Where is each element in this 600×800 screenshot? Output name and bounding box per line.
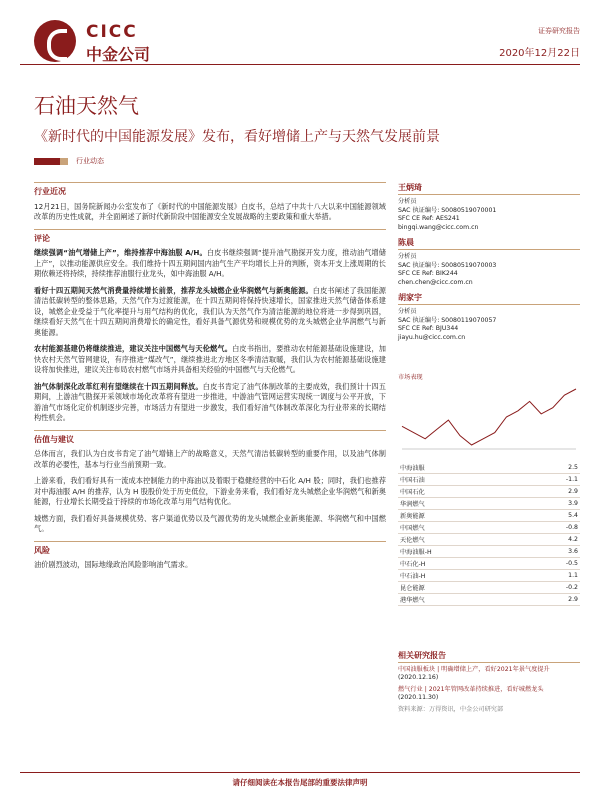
- analyst-line: SFC CE Ref: AES241: [398, 215, 460, 223]
- paragraph-lead: 继续强调“油气增储上产”，维持推荐中海油服 A/H。: [34, 248, 207, 257]
- paragraph: [34, 344, 386, 376]
- brand-en: CICC: [86, 22, 138, 42]
- paragraph: [34, 248, 386, 280]
- related-date: (2020.11.30): [398, 694, 439, 702]
- related-title[interactable]: 燃气行业 | 2021年管网改革持续推进，看好城燃龙头: [398, 685, 544, 693]
- section-heading: 风险: [34, 541, 386, 557]
- report-type: 证券研究报告: [538, 27, 580, 35]
- analyst-role: 分析员: [398, 252, 417, 260]
- related-item[interactable]: [398, 686, 580, 703]
- stock-name: 中国石化: [398, 486, 523, 498]
- table-row: [398, 534, 580, 546]
- stock-name: 华润燃气: [398, 498, 523, 510]
- table-row: [398, 474, 580, 486]
- paragraph-text: 白皮书指出，要推动农村能源基础设施建设，加快农村天然气管网建设，有序推进“煤改气”，继续推进北方地区冬季清洁取暖，我们认为农村能源基础设施建设将加快推进，建议关注布局农村燃气市场并具备相关经验的中国燃气与天伦燃气。: [34, 344, 386, 374]
- source-note: 资料来源：万得资讯，中金公司研究部: [398, 705, 504, 713]
- related-title[interactable]: 中国油服板块 | 明确增储上产，看好2021年景气度提升: [398, 665, 550, 673]
- paragraph: 总体而言，我们认为白皮书肯定了油气增储上产的战略意义，天然气清洁低碳转型的重要作用，以及油气体制改革的必要性，基本与行业当前预期一致。: [34, 449, 386, 469]
- stock-name: 中石化-H: [398, 558, 523, 570]
- stock-name: 中海油服-H: [398, 546, 523, 558]
- analyst-line: SAC 执证编号: S0080519070001: [398, 206, 497, 214]
- section-heading: 行业近况: [34, 182, 386, 198]
- report-title: 《新时代的中国能源发展》发布，看好增储上产与天然气发展前景: [34, 129, 440, 145]
- analyst-email[interactable]: jiayu.hu@cicc.com.cn: [398, 334, 466, 342]
- paragraph-lead: 看好十四五期间天然气消费量持续增长前景，推荐龙头城燃企业华润燃气与新奥能源。: [34, 285, 313, 295]
- stock-change: -0.2: [523, 582, 580, 594]
- analyst-line: SFC CE Ref: BIK244: [398, 270, 458, 278]
- stock-name: 中石油-H: [398, 570, 523, 582]
- table-row: [398, 570, 580, 582]
- analyst-block: [398, 308, 580, 343]
- paragraph: 城燃方面，我们看好具备规模优势、客户渠道优势以及气源优势的龙头城燃企业新奥能源、华润燃气和中国燃气。: [34, 513, 386, 533]
- stock-name: 中国石油: [398, 474, 523, 486]
- stock-name: 中海油服: [398, 462, 523, 474]
- table-row: [398, 522, 580, 534]
- main-body: [34, 178, 386, 577]
- stock-change: 2.9: [523, 486, 580, 498]
- tag-bar: [34, 158, 60, 165]
- report-date: 2020年12月22日: [499, 48, 580, 59]
- stock-name: 昆仑能源: [398, 582, 523, 594]
- table-row: [398, 546, 580, 558]
- stock-change: 2.9: [523, 594, 580, 606]
- brand-cn: 中金公司: [86, 45, 151, 64]
- paragraph-lead: 农村能源基建仍将继续推进，建议关注中国燃气与天伦燃气。: [34, 344, 233, 353]
- analyst-sidebar: [398, 178, 580, 343]
- table-row: [398, 582, 580, 594]
- analyst-line: SAC 执证编号: S0080119070057: [398, 316, 497, 324]
- table-row: [398, 462, 580, 474]
- stock-change: -0.5: [523, 558, 580, 570]
- analyst-line: SAC 执证编号: S0080519070003: [398, 261, 497, 269]
- paragraph-lead: 油气体制深化改革红利有望继续在十四五期间释放。: [34, 381, 203, 391]
- stock-name: 中国燃气: [398, 522, 523, 534]
- stock-change: -1.1: [523, 474, 580, 486]
- footer-disclaimer: 请仔细阅读在本报告尾部的重要法律声明: [232, 778, 368, 787]
- sector-title: 石油天然气: [34, 94, 139, 118]
- paragraph-text: 白皮书继续强调“提升油气勘探开发力度，推动油气增储上产”，以推动能源供应安全。我们维持十四五期间国内油气生产平均增长上升的判断，资本开支上涨周期的长期依赖还将持续，持续推荐油服行业龙头，如中海油服 A/H。: [34, 248, 386, 278]
- paragraph-text: 白皮书肯定了油气体制改革的主要成效，我们预计十四五期间，上游油气勘探开采领域市场化改革将有望进一步推进，中游油气管网运营实现统一调度与公平开放，下游油气市场化定价机制逐步完善，市场活力有望进一步激发，我们看好油气体制改革深化为行业带来的长期结构性机会。: [34, 381, 386, 422]
- paragraph: 12月21日，国务院新闻办公室发布了《新时代的中国能源发展》白皮书，总结了中共十八大以来中国能源领域改革的历史性成就，并全面阐述了新时代新阶段中国能源安全发展战略的主要政策和重大举措。: [34, 201, 386, 221]
- stock-change: 1.1: [523, 570, 580, 582]
- chart-series-line: [402, 389, 576, 445]
- analyst-role: 分析员: [398, 197, 417, 205]
- footer-divider: [20, 772, 580, 773]
- analyst-email[interactable]: chen.chen@cicc.com.cn: [398, 279, 473, 287]
- analyst-heading: 陈晨: [398, 239, 580, 250]
- analyst-block: [398, 198, 580, 233]
- tag-bar-accent: [60, 158, 68, 165]
- section-heading: 估值与建议: [34, 430, 386, 446]
- paragraph-text: 白皮书阐述了我国能源清洁低碳转型的整体思路，天然气作为过渡能源，在十四五期间将保持快速增长，国家推进天然气储备体系建设，城燃企业受益于气化率提升与用气结构的优化，我们认为天然气作为清洁能源的地位将进一步得到巩固，继续看好天然气在十四五期间消费增长的确定性，看好具备气源优势和规模优势的龙头城燃企业华润燃气与新奥能源。: [34, 285, 386, 337]
- stock-name: 新奥能源: [398, 510, 523, 522]
- table-row: [398, 498, 580, 510]
- table-row: [398, 558, 580, 570]
- cicc-logo-icon: [34, 20, 76, 62]
- table-row: [398, 594, 580, 606]
- analyst-block: [398, 253, 580, 288]
- related-research: [398, 646, 580, 715]
- stock-name: 港华燃气: [398, 594, 523, 606]
- related-date: (2020.12.16): [398, 674, 439, 682]
- analyst-heading: 胡家宇: [398, 294, 580, 305]
- paragraph: 上游来看，我们看好具有一流成本控制能力的中海油以及着眼于稳健经营的中石化 A/H 股；同时，我们也推荐对中海油服 A/H 的推荐，认为 H 股股价处于历史低位，下游业务来看，我们看好龙头城燃企业华润燃气和新奥能源，行业增长长期受益于持续的市场化改革与用气结构优化。: [34, 476, 386, 506]
- paragraph: [34, 286, 386, 339]
- header-divider: [20, 64, 580, 65]
- analyst-email[interactable]: bingqi.wang@cicc.com.cn: [398, 224, 479, 232]
- section-heading: 评论: [34, 229, 386, 245]
- report-tag: 行业动态: [76, 157, 104, 165]
- analyst-line: SFC CE Ref: BJU344: [398, 325, 459, 333]
- related-item[interactable]: [398, 666, 580, 683]
- stock-change: 4.2: [523, 534, 580, 546]
- stock-change: 2.5: [523, 462, 580, 474]
- performance-chart: [398, 372, 580, 454]
- chart-svg: [398, 381, 580, 453]
- performance-table: [398, 462, 580, 606]
- stock-change: 3.9: [523, 498, 580, 510]
- paragraph: 油价剧烈波动，国际地缘政治风险影响油气需求。: [34, 560, 193, 569]
- stock-change: 5.4: [523, 510, 580, 522]
- chart-legend: 市场表现: [398, 374, 423, 381]
- table-row: [398, 510, 580, 522]
- analyst-heading: 王炳琦: [398, 184, 580, 195]
- table-row: [398, 486, 580, 498]
- analyst-role: 分析员: [398, 307, 417, 315]
- related-heading: 相关研究报告: [398, 652, 580, 663]
- paragraph: [34, 382, 386, 424]
- stock-change: -0.8: [523, 522, 580, 534]
- stock-name: 天伦燃气: [398, 534, 523, 546]
- stock-change: 3.6: [523, 546, 580, 558]
